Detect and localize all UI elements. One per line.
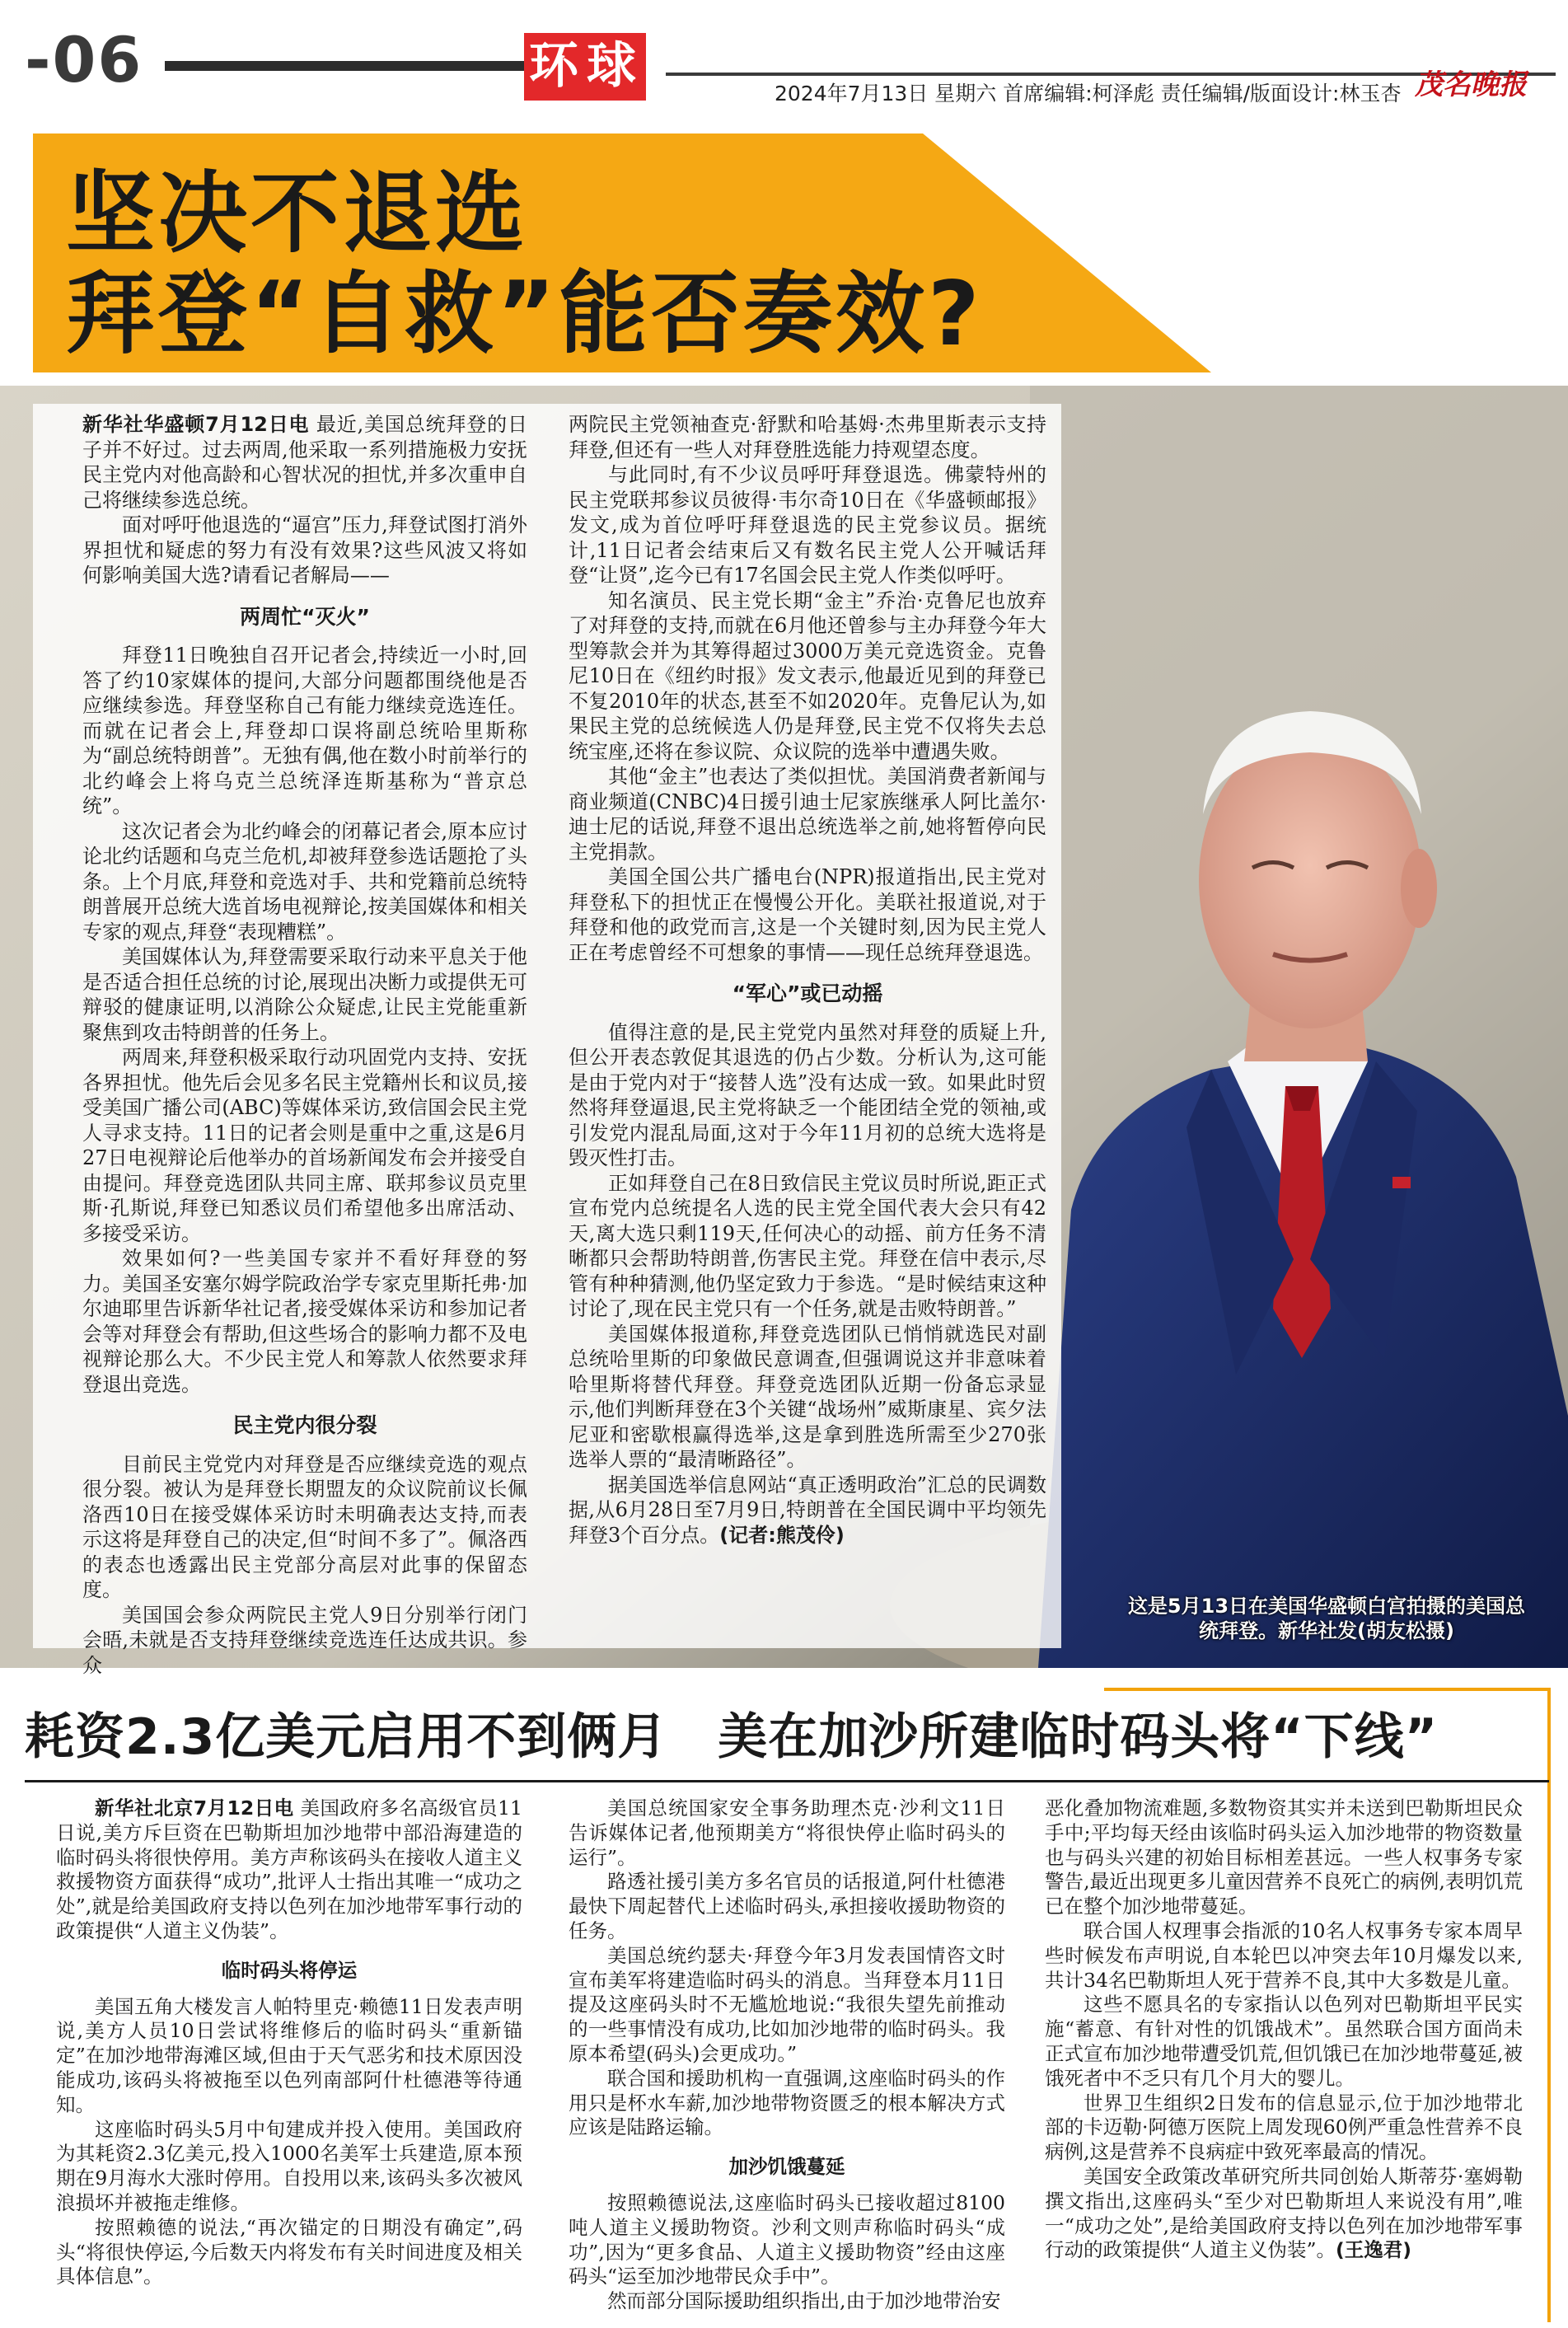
article1-subhead: “军心”或已动摇 [732, 981, 883, 1005]
article2-para: 世界卫生组织2日发布的信息显示,位于加沙地带北部的卡迈勒·阿德万医院上周发现60例严重急性营养不良病例,这是营养不良病症中致死率最高的情况。 [1045, 2091, 1523, 2164]
article2-para: 美国安全政策改革研究所共同创始人斯蒂芬·塞姆勒撰文指出,这座码头“至少对巴勒斯坦人来说没有用”,唯一“成功之处”,是给美国政府支持以色列在加沙地带军事行动的政策提供“人道主义伪装”。(王逸君) [1045, 2164, 1523, 2262]
article2-para: 美国总统约瑟夫·拜登今年3月发表国情咨文时宣布美军将建造临时码头的消息。当拜登本月11日提及这座码头时不无尴尬地说:“我很失望先前推动的一些事情没有成功,比如加沙地带的临时码头。我原本希望(码头)会更成功。” [569, 1943, 1005, 2065]
article1-para: 与此同时,有不少议员呼吁拜登退选。佛蒙特州的民主党联邦参议员彼得·韦尔奇10日在《华盛顿邮报》发文,成为首位呼吁拜登退选的民主党参议员。据统计,11日记者会结束后又有数名民主党人公开喊话拜登“让贤”,迄今已有17名国会民主党人作类似呼吁。 [569, 463, 1046, 587]
article2-para: 美国总统国家安全事务助理杰克·沙利文11日告诉媒体记者,他预期美方“将很快停止临时码头的运行”。 [569, 1796, 1005, 1869]
article1-para: 值得注意的是,民主党党内虽然对拜登的质疑上升,但公开表态敦促其退选的仍占少数。分析认为,这可能是由于党内对于“接替人选”没有达成一致。如果此时贸然将拜登逼退,民主党将缺乏一个能团结全党的领袖,或引发党内混乱局面,这对于今年11月初的总统大选将是毁灭性打击。 [569, 1020, 1046, 1169]
article2-para: 这些不愿具名的专家指认以色列对巴勒斯坦平民实施“蓄意、有针对性的饥饿战术”。虽然联合国方面尚未正式宣布加沙地带遭受饥荒,但饥饿已在加沙地带蔓延,被饿死者中不乏只有几个月大的婴儿。 [1045, 1993, 1523, 2090]
article1-para: 两周来,拜登积极采取行动巩固党内支持、安抚各界担忧。他先后会见多名民主党籍州长和议员,接受美国广播公司(ABC)等媒体采访,致信国会民主党人寻求支持。11日的记者会则是重中之重,这是6月27日电视辩论后他举办的首场新闻发布会并接受自由提问。拜登竞选团队共同主席、联邦参议员克里斯·孔斯说,拜登已知悉议员们希望他多出席活动、多接受采访。 [82, 1046, 527, 1245]
article1-column-1 [82, 412, 527, 1678]
article2-subhead: 加沙饥饿蔓延 [728, 2155, 845, 2179]
article2-para: 联合国和援助机构一直强调,这座临时码头的作用只是杯水车薪,加沙地带物资匮乏的根本解决方式应该是陆路运输。 [569, 2066, 1005, 2139]
article1-para: 美国全国公共广播电台(NPR)报道指出,民主党对拜登私下的担忧正在慢慢公开化。美联社报道说,对于拜登和他的政党而言,这是一个关键时刻,因为民主党人正在考虑曾经不可想象的事情——现任总统拜登退选。 [569, 865, 1046, 964]
article1-para: 效果如何?一些美国专家并不看好拜登的努力。美国圣安塞尔姆学院政治学专家克里斯托弗·加尔迪耶里告诉新华社记者,接受媒体采访和参加记者会等对拜登会有帮助,但这些场合的影响力都不及电视辩论那么大。不少民主党人和筹款人依然要求拜登退出竞选。 [82, 1247, 527, 1396]
article1-para: 拜登11日晚独自召开记者会,持续近一小时,回答了约10家媒体的提问,大部分问题都围绕他是否应继续参选。拜登坚称自己有能力继续竞选连任。而就在记者会上,拜登却口误将副总统哈里斯称为“副总统特朗普”。无独有偶,他在数小时前举行的北约峰会上将乌克兰总统泽连斯基称为“普京总统”。 [82, 644, 527, 817]
article2-column-2 [569, 1796, 1005, 2314]
article2-para: 美国五角大楼发言人帕特里克·赖德11日发表声明说,美方人员10日尝试将维修后的临时码头“重新锚定”在加沙地带海滩区域,但由于天气恶劣和技术原因没能成功,该码头将被拖至以色列南部阿什杜德港等待通知。 [56, 1994, 522, 2116]
article1-para: 美国媒体报道称,拜登竞选团队已悄悄就选民对副总统哈里斯的印象做民意调查,但强调说这并非意味着哈里斯将替代拜登。拜登竞选团队近期一份备忘录显示,他们判断拜登在3个关键“战场州”威斯康星、宾夕法尼亚和密歇根赢得选举,这是拿到胜选所需至少270张选举人票的“最清晰路径”。 [569, 1322, 1046, 1471]
article2-para: 恶化叠加物流难题,多数物资其实并未送到巴勒斯坦民众手中;平均每天经由该临时码头运入加沙地带的物资数量也与码头兴建的初始目标相差甚远。一些人权事务专家警告,最近出现更多儿童因营养不良死亡的病例,表明饥荒已在整个加沙地带蔓延。 [1045, 1796, 1523, 1918]
article2-column-3 [1045, 1796, 1523, 2263]
article1-para: 知名演员、民主党长期“金主”乔治·克鲁尼也放弃了对拜登的支持,而就在6月他还曾参与主办拜登今年大型筹款会并为其筹得超过3000万美元竞选资金。克鲁尼10日在《纽约时报》发文表示,他最近见到的拜登已不复2010年的状态,甚至不如2020年。克鲁尼认为,如果民主党的总统候选人仍是拜登,民主党不仅将失去总统宝座,还将在参议院、众议院的选举中遭遇失败。 [569, 588, 1046, 763]
article1-para: 其他“金主”也表达了类似担忧。美国消费者新闻与商业频道(CNBC)4日援引迪士尼家族继承人阿比盖尔·迪士尼的话说,拜登不退出总统选举之前,她将暂停向民主党捐款。 [569, 765, 1046, 864]
article2-title: 耗资2.3亿美元启用不到俩月 美在加沙所建临时码头将“下线” [25, 1708, 1439, 1766]
article2-para: 新华社北京7月12日电 美国政府多名高级官员11日说,美方斥巨资在巴勒斯坦加沙地带中部沿海建造的临时码头将很快停用。美方声称该码头在接收人道主义救援物资方面获得“成功”,批评人士指出其唯一“成功之处”,就是给美国政府支持以色列在加沙地带军事行动的政策提供“人道主义伪装”。 [56, 1796, 522, 1942]
headline-line-1: 坚决不退选 [66, 162, 528, 265]
article2-para: 路透社援引美方多名官员的话报道,阿什杜德港最快下周起替代上述临时码头,承担接收援助物资的任务。 [569, 1870, 1005, 1942]
article1-para: 美国国会参众两院民主党人9日分别举行闭门会晤,未就是否支持拜登继续竞选连任达成共识。参众 [82, 1603, 527, 1677]
article1-para: 据美国选举信息网站“真正透明政治”汇总的民调数据,从6月28日至7月9日,特朗普在全国民调中平均领先拜登3个百分点。(记者:熊茂伶) [569, 1473, 1046, 1547]
page-number: -06 [25, 23, 143, 96]
article1-para: 这次记者会为北约峰会的闭幕记者会,原本应讨论北约话题和乌克兰危机,却被拜登参选话题抢了头条。上个月底,拜登和竞选对手、共和党籍前总统特朗普展开总统大选首场电视辩论,按美国媒体和相关专家的观点,拜登“表现糟糕”。 [82, 819, 527, 944]
newspaper-logo: 茂名晚报 [1415, 68, 1527, 101]
article1-column-2 [569, 412, 1046, 1548]
article2-para: 这座临时码头5月中旬建成并投入使用。美国政府为其耗资2.3亿美元,投入1000名美军士兵建造,原本预期在9月海水大涨时停用。自投用以来,该码头多次被风浪损坏并被拖走维修。 [56, 2117, 522, 2214]
article1-para: 正如拜登自己在8日致信民主党议员时所说,距正式宣布党内总统提名人选的民主党全国代表大会只有42天,离大选只剩119天,任何决心的动摇、前方任务不清晰都只会帮助特朗普,伤害民主党。拜登在信中表示,尽管有种种猜测,他仍坚定致力于参选。“是时候结束这种讨论了,现在民主党只有一个任务,就是击败特朗普。” [569, 1171, 1046, 1320]
article2-column-1 [56, 1796, 522, 2289]
photo-caption: 这是5月13日在美国华盛顿白宫拍摄的美国总统拜登。新华社发(胡友松摄) [1127, 1595, 1526, 1642]
section-char-1: 环 [529, 37, 578, 95]
article2-para: 然而部分国际援助组织指出,由于加沙地带治安 [607, 2289, 1001, 2313]
article1-byline: (记者:熊茂伶) [719, 1523, 845, 1547]
article1-subhead: 两周忙“灭火” [240, 604, 370, 629]
article1-para: 面对呼吁他退选的“逼宫”压力,拜登试图打消外界担忧和疑虑的努力有没有效果?这些风波又将如何影响美国大选?请看记者解局—— [82, 513, 527, 587]
article2-para: 联合国人权理事会指派的10名人权事务专家本周早些时候发布声明说,自本轮巴以冲突去年10月爆发以来,共计34名巴勒斯坦人死于营养不良,其中大多数是儿童。 [1045, 1918, 1523, 1992]
article1-para: 新华社华盛顿7月12日电 最近,美国总统拜登的日子并不好过。过去两周,他采取一系列措施极力安抚民主党内对他高龄和心智状况的担忧,并多次重申自己将继续参选总统。 [82, 413, 527, 512]
section-char-2: 球 [587, 37, 636, 95]
article1-subhead: 民主党内很分裂 [232, 1413, 377, 1437]
article1-para: 两院民主党领袖查克·舒默和哈基姆·杰弗里斯表示支持拜登,但还有一些人对拜登胜选能力持观望态度。 [569, 413, 1046, 461]
header-rule [165, 61, 544, 71]
issue-info: 2024年7月13日 星期六 首席编辑:柯泽彪 责任编辑/版面设计:林玉杏 [775, 82, 1402, 105]
article2-subhead: 临时码头将停运 [221, 1958, 358, 1982]
article2-rule [25, 1780, 1549, 1782]
article2-para: 按照赖德说法,这座临时码头已接收超过8100吨人道主义援助物资。沙利文则声称临时码头“成功”,因为“更多食品、人道主义援助物资”经由这座码头“运至加沙地带民众手中”。 [569, 2190, 1005, 2288]
headline-line-2: 拜登“自救”能否奏效? [66, 263, 983, 366]
article2-frame-right [1547, 1688, 1551, 2322]
article2-frame-top [1104, 1688, 1551, 1691]
article1-para: 目前民主党党内对拜登是否应继续竞选的观点很分裂。被认为是拜登长期盟友的众议院前议长佩洛西10日在接受媒体采访时未明确表达支持,而表示这将是拜登自己的决定,但“时间不多了”。佩洛西的表态也透露出民主党部分高层对此事的保留态度。 [82, 1452, 527, 1601]
article2-para: 按照赖德的说法,“再次锚定的日期没有确定”,码头“将很快停运,今后数天内将发布有关时间进度及相关具体信息”。 [56, 2215, 522, 2288]
article1-para: 美国媒体认为,拜登需要采取行动来平息关于他是否适合担任总统的讨论,展现出决断力或提供无可辩驳的健康证明,以消除公众疑虑,让民主党能重新聚焦到攻击特朗普的任务上。 [82, 945, 527, 1044]
section-tag [524, 33, 646, 101]
article2-byline: (王逸君) [1336, 2238, 1412, 2262]
